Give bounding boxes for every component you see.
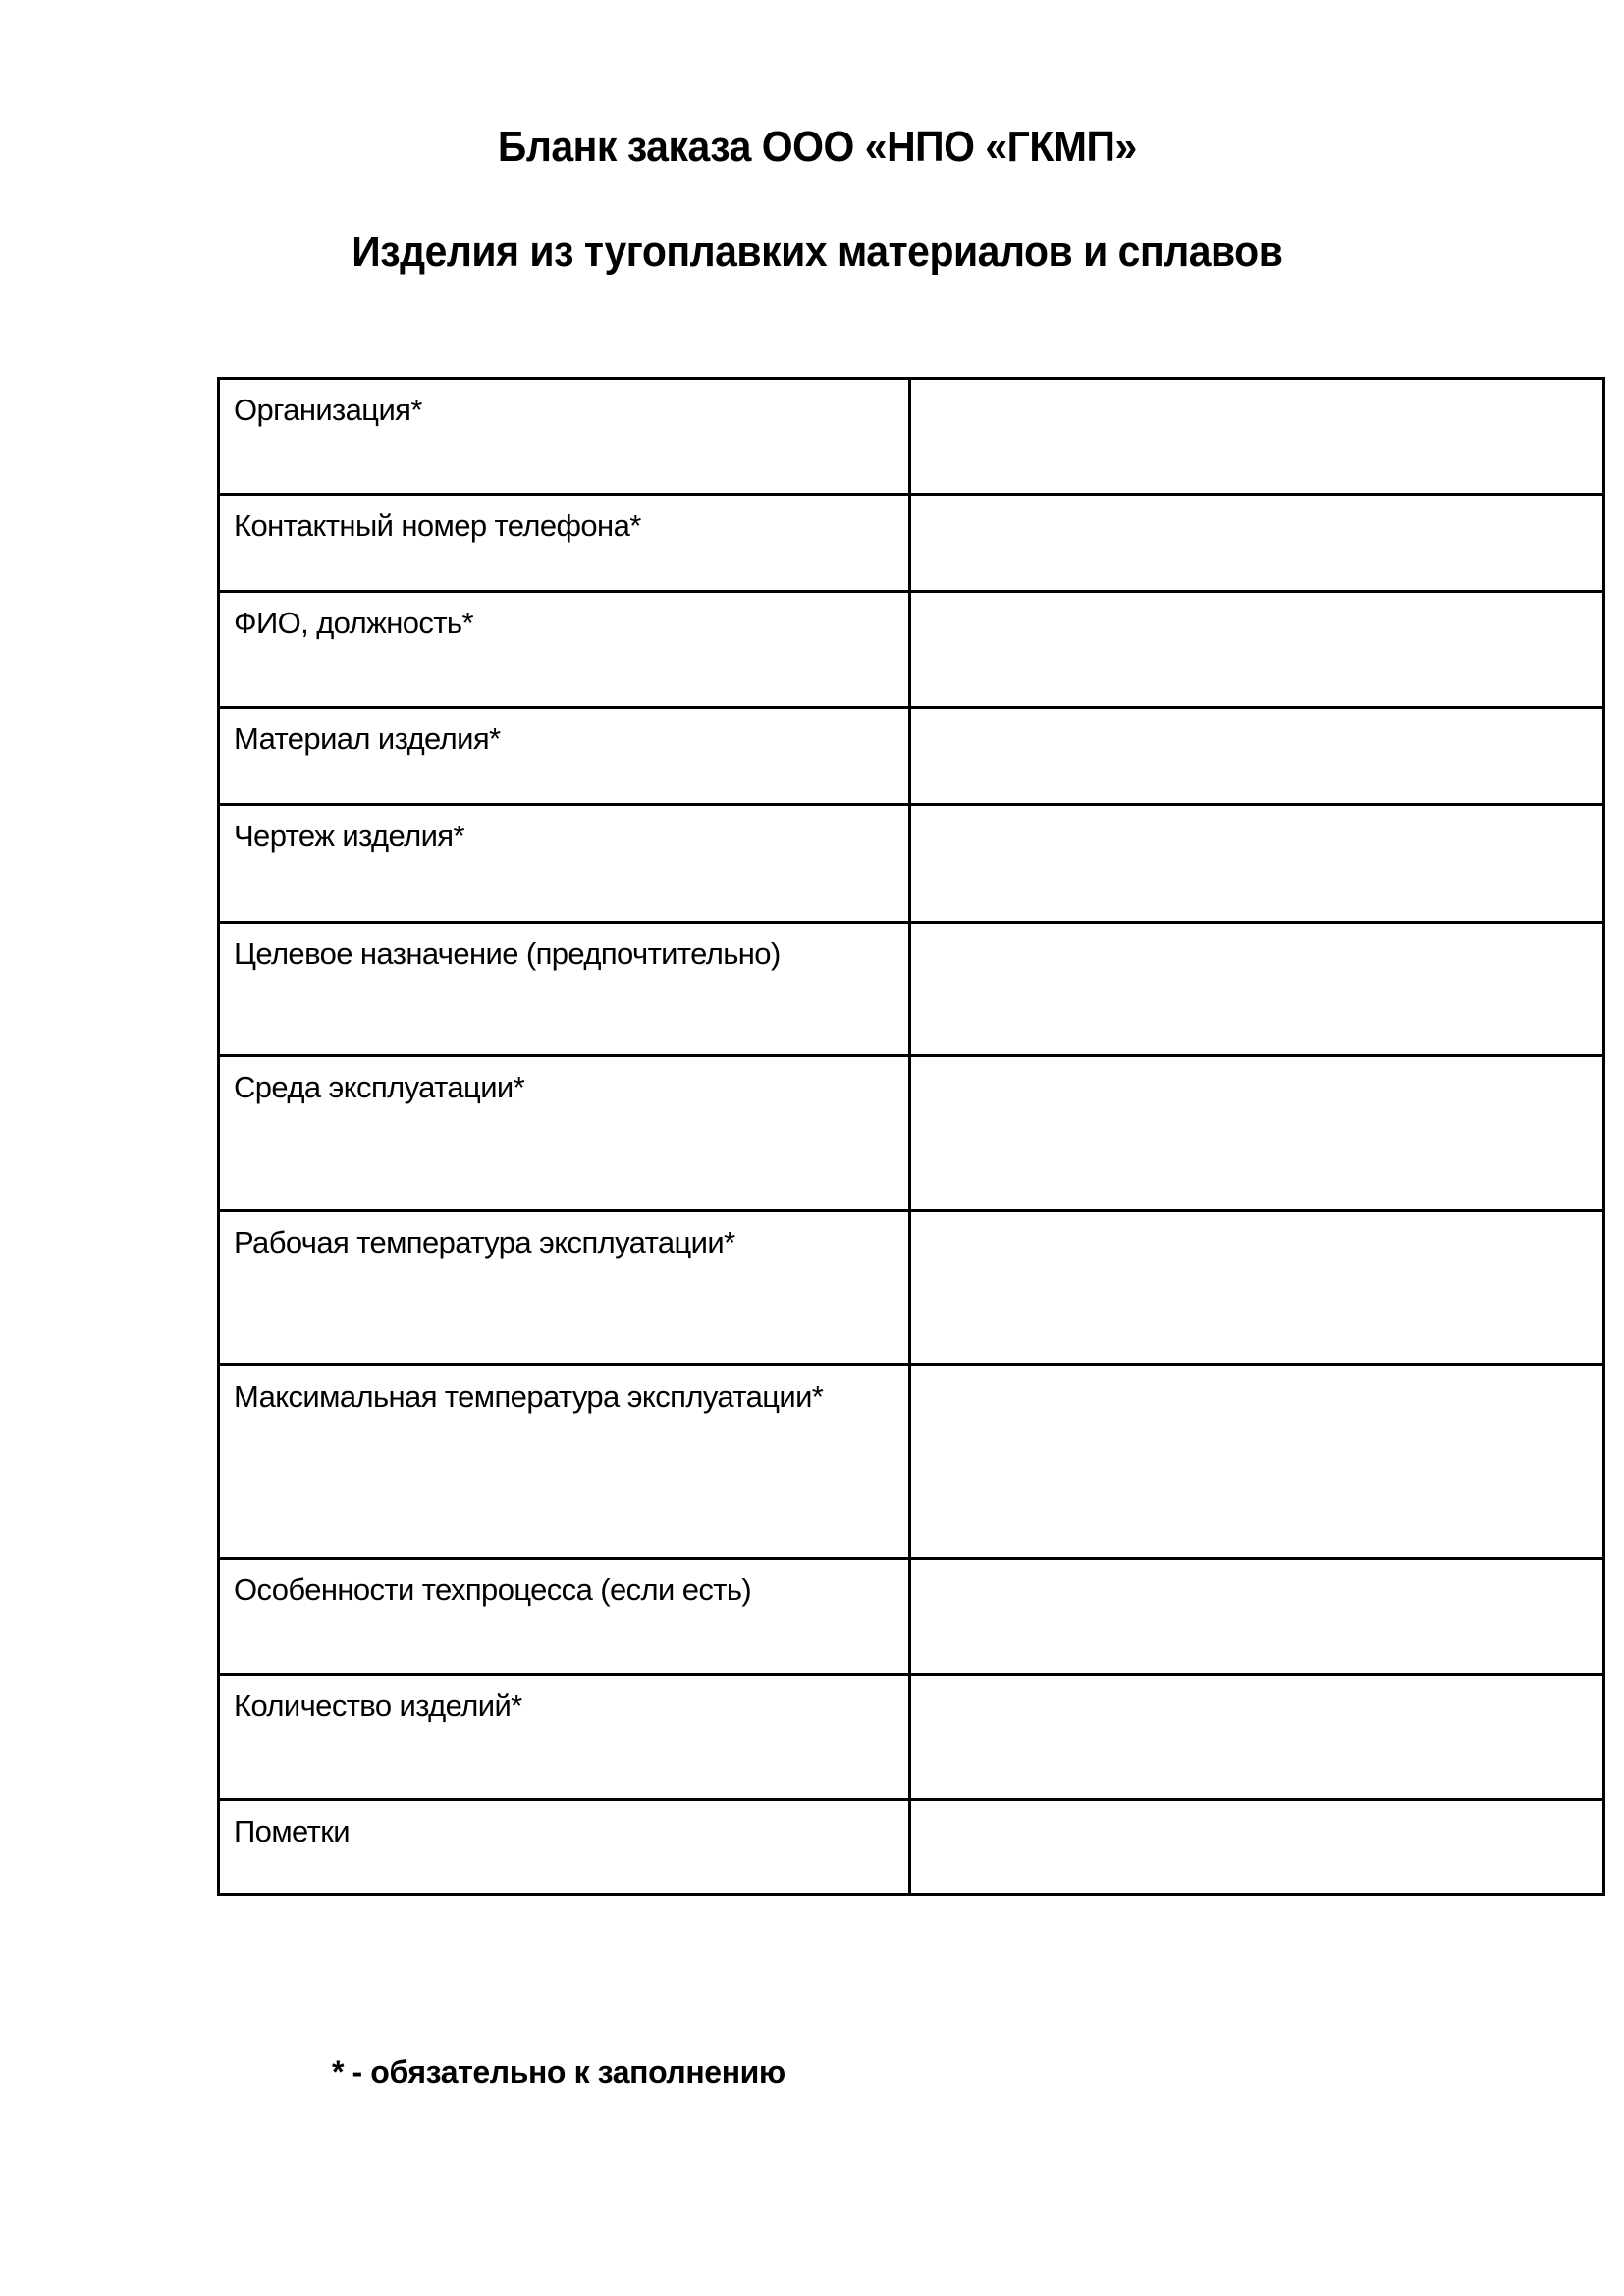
order-form-body <box>219 379 1604 1895</box>
order-form-table <box>217 377 1605 1896</box>
form-row-label-cell <box>219 1365 910 1559</box>
form-row-label: ФИО, должность* <box>234 606 473 640</box>
form-row-value-cell[interactable] <box>910 708 1604 805</box>
form-row-value-field[interactable] <box>911 1801 1602 1893</box>
form-row-label: Контактный номер телефона* <box>234 508 641 543</box>
form-row-label-cell <box>219 805 910 923</box>
form-row-label: Рабочая температура эксплуатации* <box>234 1225 735 1259</box>
form-row-value-cell[interactable] <box>910 379 1604 495</box>
form-row-label-cell <box>219 495 910 592</box>
form-row <box>219 379 1604 495</box>
form-row-value-cell[interactable] <box>910 1800 1604 1895</box>
form-row-value-field[interactable] <box>911 496 1602 590</box>
form-row-label: Пометки <box>234 1814 350 1848</box>
form-row <box>219 1800 1604 1895</box>
form-row-value-field[interactable] <box>911 806 1602 921</box>
form-row <box>219 708 1604 805</box>
form-row-value-cell[interactable] <box>910 1211 1604 1365</box>
form-row-label-cell <box>219 379 910 495</box>
form-row-label: Материал изделия* <box>234 721 501 756</box>
form-row <box>219 805 1604 923</box>
document-title: Бланк заказа ООО «НПО «ГКМП» <box>497 123 1137 171</box>
form-row-value-cell[interactable] <box>910 1056 1604 1211</box>
form-row-value-cell[interactable] <box>910 1675 1604 1800</box>
form-row-label: Целевое назначение (предпочтительно) <box>234 936 781 971</box>
form-row-label: Максимальная температура эксплуатации* <box>234 1379 824 1414</box>
form-row-value-cell[interactable] <box>910 592 1604 708</box>
form-row-value-field[interactable] <box>911 1212 1602 1363</box>
form-row-value-field[interactable] <box>911 709 1602 803</box>
form-row-value-cell[interactable] <box>910 1365 1604 1559</box>
form-row-value-field[interactable] <box>911 1560 1602 1673</box>
form-row-label-cell <box>219 708 910 805</box>
form-row-value-field[interactable] <box>911 380 1602 493</box>
form-row-label-cell <box>219 1056 910 1211</box>
form-row <box>219 1211 1604 1365</box>
form-row-label-cell <box>219 1800 910 1895</box>
form-row-label-cell <box>219 1675 910 1800</box>
form-row-value-cell[interactable] <box>910 805 1604 923</box>
form-row <box>219 1559 1604 1675</box>
form-row-label: Чертеж изделия* <box>234 819 464 853</box>
form-row <box>219 1056 1604 1211</box>
form-row-value-cell[interactable] <box>910 495 1604 592</box>
form-row-value-field[interactable] <box>911 1676 1602 1798</box>
form-row <box>219 495 1604 592</box>
form-row-value-cell[interactable] <box>910 923 1604 1056</box>
form-row-label: Количество изделий* <box>234 1688 522 1723</box>
form-row-value-field[interactable] <box>911 1057 1602 1209</box>
required-fields-note: * - обязательно к заполнению <box>332 2055 785 2090</box>
form-row-label: Организация* <box>234 393 422 427</box>
form-row-value-field[interactable] <box>911 1366 1602 1557</box>
form-row-label: Среда эксплуатации* <box>234 1070 525 1104</box>
form-row-label-cell <box>219 1559 910 1675</box>
form-row-value-cell[interactable] <box>910 1559 1604 1675</box>
form-row <box>219 923 1604 1056</box>
form-row-value-field[interactable] <box>911 593 1602 706</box>
form-row <box>219 1675 1604 1800</box>
form-row-label-cell <box>219 923 910 1056</box>
form-row-value-field[interactable] <box>911 924 1602 1054</box>
document-subtitle: Изделия из тугоплавких материалов и сплавов <box>352 228 1283 276</box>
form-row-label: Особенности техпроцесса (если есть) <box>234 1573 752 1607</box>
form-row <box>219 592 1604 708</box>
form-row-label-cell <box>219 592 910 708</box>
form-row <box>219 1365 1604 1559</box>
form-row-label-cell <box>219 1211 910 1365</box>
